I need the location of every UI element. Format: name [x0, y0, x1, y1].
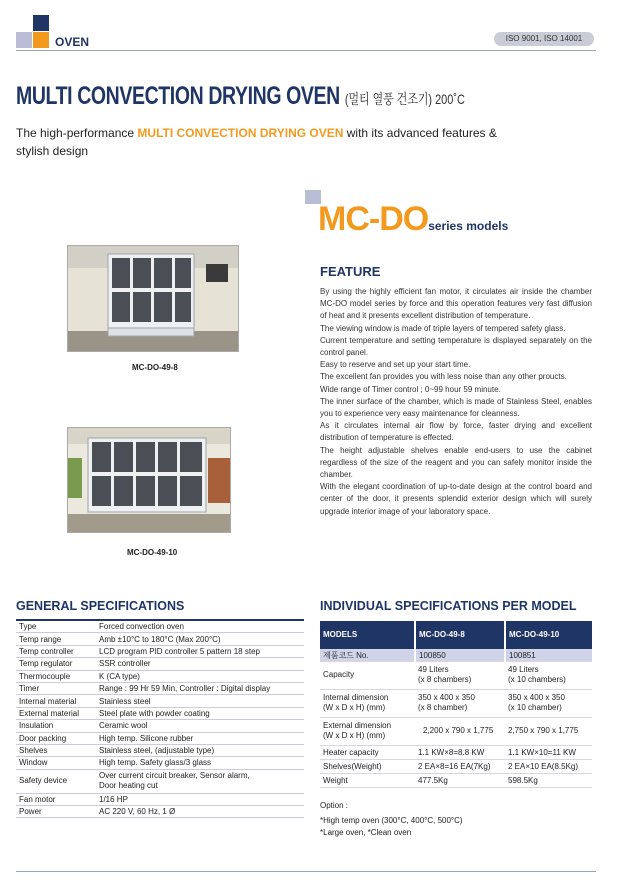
company-logo: [16, 15, 50, 49]
internal-label: [320, 689, 415, 717]
spec-value: SSR controller: [96, 658, 304, 670]
spec-value-line: Over current circuit breaker, Sensor alarm,: [99, 771, 250, 781]
cell-line: 350 x 400 x 350: [508, 692, 565, 702]
spec-value: Steel plate with powder coating: [96, 707, 304, 719]
shelves-model-1: 2 EA×8=16 EA(7Kg): [415, 759, 505, 773]
feature-paragraph: Current temperature and setting temperature is displayed separately on the control panel.: [320, 335, 592, 358]
capacity-model-1: [415, 661, 505, 689]
table-row: [16, 793, 304, 805]
table-row: [16, 633, 304, 645]
shelves-model-2: 2 EA×10 EA(8.5Kg): [505, 759, 592, 773]
table-row: [16, 707, 304, 719]
feature-text: [320, 286, 592, 518]
general-specs-title: GENERAL SPECIFICATIONS: [16, 599, 185, 613]
spec-key: Thermocouple: [16, 670, 96, 682]
option-title: Option :: [320, 801, 349, 810]
cell-line: Internal dimension: [323, 692, 389, 702]
table-row: [320, 745, 592, 759]
code-label: 제품코드 No.: [320, 649, 415, 661]
weight-model-1: 477.5Kg: [415, 773, 505, 787]
table-row: [16, 744, 304, 756]
cell-line: 350 x 400 x 350: [418, 692, 475, 702]
logo-square-lavender: [16, 32, 32, 48]
cell-line: (x 8 chamber): [418, 703, 468, 712]
code-model-1: 100850: [415, 649, 505, 661]
table-row: [16, 757, 304, 769]
spec-value-line: Door heating cut: [99, 781, 158, 791]
cell-line: External dimension: [323, 720, 392, 730]
table-row: [16, 806, 304, 818]
external-model-2: 2,750 x 790 x 1,775: [505, 717, 592, 745]
table-row: [16, 732, 304, 744]
feature-paragraph: By using the highly efficient fan motor, it circulates air inside the chamber MC-DO model series by force and this operation features very fast diffusion of heat and it presents excellent distribution of temperature.: [320, 287, 592, 321]
capacity-model-2: [505, 661, 592, 689]
table-row: [16, 658, 304, 670]
feature-paragraph: Easy to reserve and set up your start time.: [320, 360, 471, 370]
cell-line: (W x D x H) (mm): [323, 703, 386, 712]
series-suffix: series models: [428, 219, 509, 233]
spec-key: Door packing: [16, 732, 96, 744]
shelves-label: Shelves(Weight): [320, 759, 415, 773]
table-row: [320, 773, 592, 787]
spec-value: AC 220 V, 60 Hz, 1 Ø: [96, 806, 304, 818]
internal-model-2: [505, 689, 592, 717]
category-label: OVEN: [55, 35, 90, 49]
general-specs-top-rule: [16, 619, 304, 621]
heater-label: Heater capacity: [320, 745, 415, 759]
cell-line: 49 Liters: [508, 664, 539, 674]
spec-key: Fan motor: [16, 793, 96, 805]
table-row: [320, 717, 592, 745]
spec-key: Temp regulator: [16, 658, 96, 670]
table-row: [16, 621, 304, 633]
feature-paragraph: The viewing window is made of triple layers of tempered safety glass.: [320, 323, 566, 333]
feature-paragraph: The height adjustable shelves enable end-users to use the cabinet regardless of the size of the reagent and you can safely monitor inside the chamber.: [320, 445, 592, 480]
feature-paragraph: As it circulates internal air flow by force, faster drying and excellent distribution of temperature is effected.: [320, 421, 592, 443]
spec-value: Amb ±10°C to 180°C (Max 200°C): [96, 633, 304, 645]
general-specs-table: [16, 620, 304, 818]
feature-paragraph: The inner surface of the chamber, which is made of Stainless Steel, enables you to experience very easy maintenance for cleanness.: [320, 396, 592, 419]
product-photo-mc-do-49-10: [67, 427, 231, 533]
table-row: [16, 682, 304, 694]
intro-text: [16, 124, 516, 160]
spec-value: Stainless steel: [96, 695, 304, 707]
spec-value: Forced convection oven: [96, 621, 304, 633]
table-row: [16, 645, 304, 657]
header-model-2: MC-DO-49-10: [505, 621, 592, 649]
intro-highlight: MULTI CONVECTION DRYING OVEN: [137, 126, 344, 140]
intro-after: with its advanced features & stylish design: [16, 126, 497, 158]
external-label: [320, 717, 415, 745]
page-title: [16, 82, 465, 111]
spec-key: Shelves: [16, 744, 96, 756]
logo-square-orange: [33, 32, 49, 48]
spec-key: External material: [16, 707, 96, 719]
table-row: [16, 695, 304, 707]
header-divider: [16, 50, 596, 51]
spec-value: Ceramic wool: [96, 720, 304, 732]
spec-key: Power: [16, 806, 96, 818]
spec-key: Insulation: [16, 720, 96, 732]
spec-key: Internal material: [16, 695, 96, 707]
spec-value: High temp. Silicone rubber: [96, 732, 304, 744]
series-model: MC-DO: [318, 200, 429, 238]
option-line: *High temp oven (300°C, 400°C, 500°C): [320, 816, 463, 825]
cell-line: 49 Liters: [418, 664, 449, 674]
code-model-2: 100851: [505, 649, 592, 661]
weight-label: Weight: [320, 773, 415, 787]
iso-badge: ISO 9001, ISO 14001: [494, 32, 594, 46]
feature-paragraph: With the elegant coordination of up-to-date design at the control board and center of the door, it presents splendid exterior design which will surely upgrade interior image of your laboratory space.: [320, 482, 592, 516]
heater-model-1: 1.1 KW×8=8.8 KW: [415, 745, 505, 759]
table-header-row: [320, 621, 592, 649]
table-row: [320, 649, 592, 661]
individual-specs-table: [320, 621, 592, 788]
option-block: [320, 800, 463, 839]
external-model-1: 2,200 x 790 x 1,775: [415, 717, 505, 745]
spec-key: Safety device: [16, 769, 96, 793]
cell-line: (x 10 chambers): [508, 675, 566, 684]
spec-value: [96, 769, 304, 793]
table-row: [320, 759, 592, 773]
spec-value: K (CA type): [96, 670, 304, 682]
table-row: [16, 720, 304, 732]
spec-value: Range : 99 Hr 59 Min, Controller : Digital display: [96, 682, 304, 694]
option-line: *Large oven, *Clean oven: [320, 828, 412, 837]
product-photo-mc-do-49-8: [67, 245, 239, 352]
spec-key: Temp controller: [16, 645, 96, 657]
series-title: [318, 200, 508, 239]
capacity-label: Capacity: [320, 661, 415, 689]
spec-value: 1/16 HP: [96, 793, 304, 805]
heater-model-2: 1.1 KW×10=11 KW: [505, 745, 592, 759]
header-model-1: MC-DO-49-8: [415, 621, 505, 649]
individual-specs-title: INDIVIDUAL SPECIFICATIONS PER MODEL: [320, 599, 577, 613]
spec-key: Temp range: [16, 633, 96, 645]
intro-before: The high-performance: [16, 126, 138, 140]
photo-caption-1: MC-DO-49-8: [132, 363, 178, 372]
feature-paragraph: The excellent fan provides you with less noise than any other proucts.: [320, 372, 567, 382]
cell-line: (x 8 chambers): [418, 675, 472, 684]
spec-key: Timer: [16, 682, 96, 694]
cell-line: (x 10 chamber): [508, 703, 562, 712]
table-row: [320, 689, 592, 717]
page-title-main: MULTI CONVECTION DRYING OVEN: [16, 82, 340, 110]
cell-line: (W x D x H) (mm): [323, 731, 386, 740]
spec-key: Type: [16, 621, 96, 633]
logo-square-navy: [33, 15, 49, 31]
table-row: [16, 670, 304, 682]
internal-model-1: [415, 689, 505, 717]
feature-title: FEATURE: [320, 264, 381, 279]
feature-paragraph: Wide range of Timer control ; 0~99 hour 59 minute.: [320, 384, 501, 394]
footer-divider: [16, 871, 596, 872]
spec-key: Window: [16, 757, 96, 769]
weight-model-2: 598.5Kg: [505, 773, 592, 787]
spec-value: LCD program PID controller 5 pattern 18 step: [96, 645, 304, 657]
spec-value: High temp. Safety glass/3 glass: [96, 757, 304, 769]
page-title-sub: (멀티 열풍 건조기) 200˚C: [344, 91, 465, 107]
header-models: MODELS: [320, 621, 415, 649]
spec-value: Stainless steel, (adjustable type): [96, 744, 304, 756]
table-row: [16, 769, 304, 793]
table-row: [320, 661, 592, 689]
photo-caption-2: MC-DO-49-10: [127, 548, 178, 557]
